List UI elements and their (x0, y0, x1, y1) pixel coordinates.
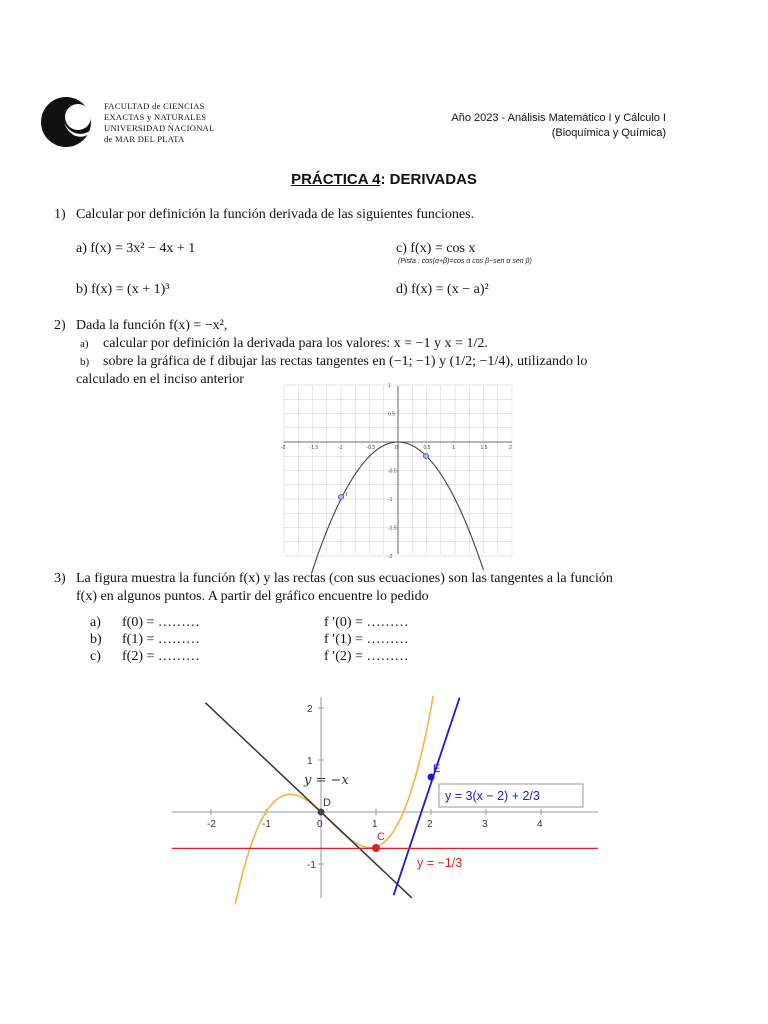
page-title (0, 171, 768, 188)
q3-eq-tangent-2: y = 3(x − 2) + 2/3 (445, 789, 540, 803)
title-rest: : DERIVADAS (380, 171, 477, 188)
q3-tangent-graph (170, 695, 600, 900)
q3-text2: f(x) en algunos puntos. A partir del gráfico encuentre lo pedido (76, 589, 429, 604)
q3-label-C: C (377, 831, 385, 843)
logo-line: EXACTAS y NATURALES (104, 112, 207, 122)
q3-function-curve (235, 696, 433, 905)
q2-y-tick-label: -0.5 (388, 468, 397, 475)
q2-b-text2: calculado en el inciso anterior (76, 372, 244, 387)
q2-parabola-curve (311, 442, 483, 574)
q3-row-a-f: f(0) = ……… (122, 615, 200, 630)
q2-a-text: calcular por definición la derivada para los valores: x = −1 y x = 1/2. (103, 336, 488, 351)
course-title: Año 2023 - Análisis Matemático I y Cálculo I (451, 112, 666, 124)
q2-y-tick-label: -1 (388, 497, 393, 503)
q2-y-tick-label: 0.5 (388, 411, 395, 418)
q1-hint: (Pista : cos(α+β)=cos α cos β−sen α sen β) (398, 258, 532, 265)
q3-eq-tangent-1: y = −1/3 (417, 856, 463, 870)
q2-number: 2) (54, 318, 66, 333)
logo-line: FACULTAD de CIENCIAS (104, 101, 205, 111)
q3-label-E: E (433, 763, 441, 775)
logo-line: de MAR DEL PLATA (104, 134, 185, 144)
q2-y-tick-label: 1 (388, 383, 391, 389)
q1-item-d: d) f(x) = (x − a)² (396, 282, 489, 297)
q1-item-a: a) f(x) = 3x² − 4x + 1 (76, 241, 196, 256)
logo-text (104, 101, 215, 145)
q3-label-D: D (323, 797, 331, 809)
q1-text: Calcular por definición la función derivada de las siguientes funciones. (76, 207, 475, 222)
q3-x-tick-label: 2 (427, 819, 433, 830)
q2-x-tick-label: 0 (395, 445, 398, 451)
course-subtitle: (Bioquímica y Química) (551, 127, 666, 139)
q3-row-c-label: c) (90, 649, 101, 664)
q2-x-tick-label: 1.5 (480, 445, 488, 451)
q2-x-tick-label: -2 (281, 445, 286, 451)
q3-x-tick-label: 3 (482, 819, 488, 830)
q2-x-tick-label: 2 (509, 445, 512, 451)
q3-y-tick-label: -1 (307, 860, 316, 871)
logo-line: UNIVERSIDAD NACIONAL (104, 123, 215, 133)
q3-y-tick-label: 1 (307, 756, 313, 767)
q2-x-tick-label: -1.5 (309, 445, 319, 451)
q1-item-b: b) f(x) = (x + 1)³ (76, 282, 170, 297)
q2-b-label: b) (80, 356, 90, 368)
q2-y-tick-label: -1.5 (388, 525, 397, 532)
q3-x-tick-label: -2 (207, 819, 216, 830)
q3-x-tick-label: 1 (372, 819, 378, 830)
course-header (451, 111, 666, 141)
q2-point-half (424, 454, 429, 459)
q3-row-c-f: f(2) = ……… (122, 649, 200, 664)
q2-point-minus1 (339, 495, 344, 500)
q3-row-b-f: f(1) = ……… (122, 632, 200, 647)
logo-icon (40, 96, 98, 148)
q3-row-b-label: b) (90, 632, 102, 647)
q3-x-tick-label: -1 (262, 819, 271, 830)
q3-row-a-label: a) (90, 615, 101, 630)
q3-row-b-fp: f ′(1) = ……… (324, 632, 409, 647)
q3-eq-tangent-0: y = −x (304, 773, 349, 788)
q2-x-tick-label: -0.5 (366, 445, 376, 451)
q3-point-D (318, 809, 325, 816)
q2-x-tick-label: 0.5 (423, 445, 431, 451)
q2-b-text: sobre la gráfica de f dibujar las rectas tangentes en (−1; −1) y (1/2; −1/4), utilizando lo (103, 354, 588, 369)
q3-number: 3) (54, 571, 66, 586)
q3-row-c-fp: f ′(2) = ……… (324, 649, 409, 664)
title-underlined: PRÁCTICA 4 (291, 171, 381, 188)
q2-y-tick-label: -2 (388, 554, 393, 560)
q2-x-tick-label: 1 (452, 445, 455, 451)
q1-item-c: c) f(x) = cos x (396, 241, 476, 256)
q1-number: 1) (54, 207, 66, 222)
q2-point-label: f (346, 492, 348, 498)
q2-text: Dada la función f(x) = −x², (76, 318, 228, 333)
q3-point-C (372, 844, 380, 852)
q3-x-tick-label: 0 (317, 819, 323, 830)
q2-x-tick-label: -1 (338, 445, 343, 451)
q3-row-a-fp: f ′(0) = ……… (324, 615, 409, 630)
q2-a-label: a) (80, 338, 89, 350)
q3-x-tick-label: 4 (537, 819, 543, 830)
university-logo (40, 96, 98, 148)
q3-text: La figura muestra la función f(x) y las rectas (con sus ecuaciones) son las tangentes a la función (76, 571, 613, 586)
q2-parabola-graph (280, 383, 516, 560)
q3-y-tick-label: 2 (307, 704, 313, 715)
